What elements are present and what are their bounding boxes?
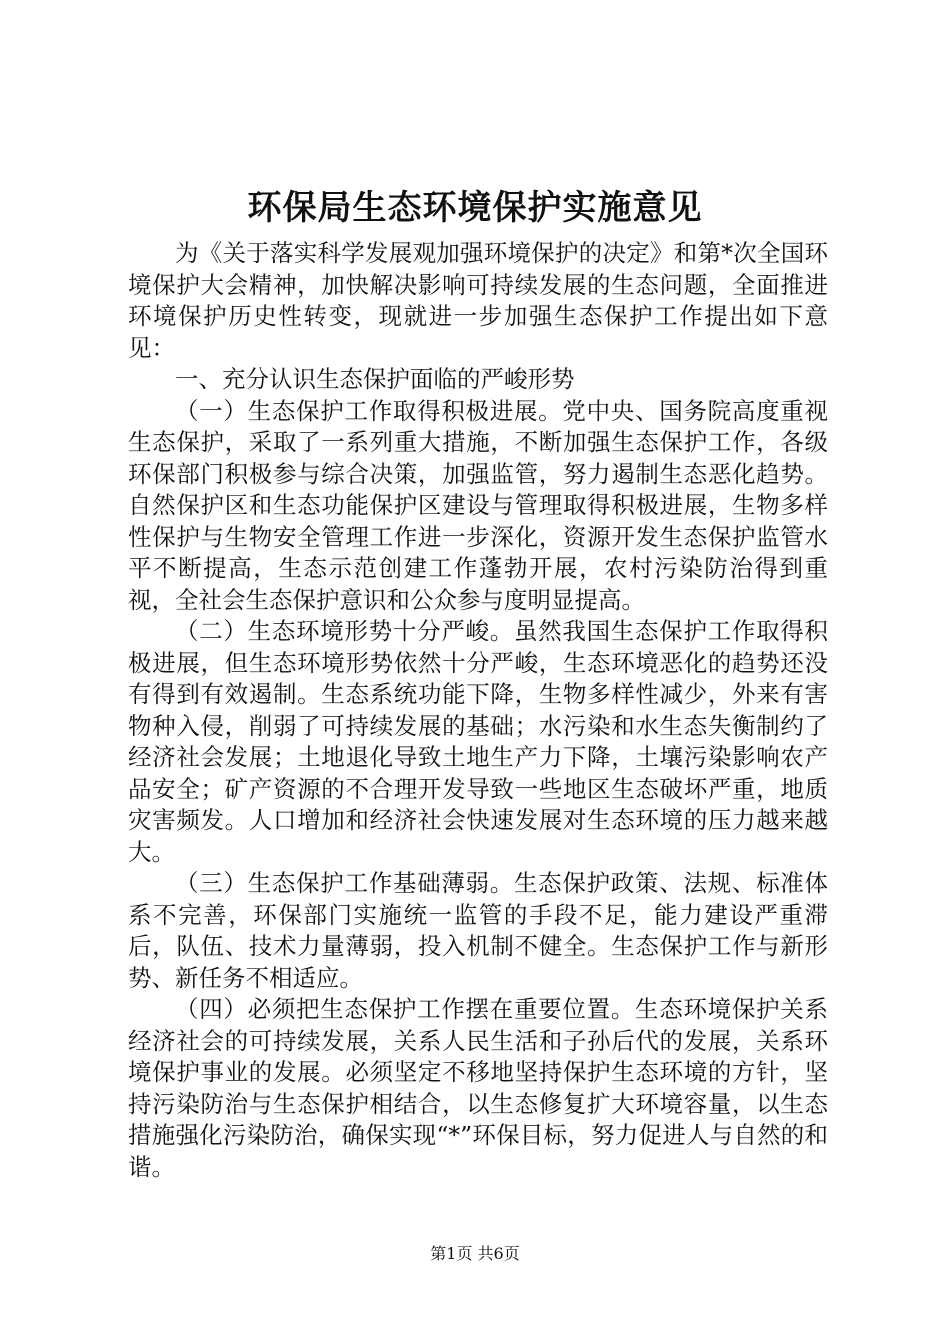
page-footer: 第1页 共6页 — [430, 1244, 520, 1263]
paragraph-2: （二）生态环境形势十分严峻。虽然我国生态保护工作取得积极进展，但生态环境形势依然十分严峻，生态环境恶化的趋势还没有得到有效遏制。生态系统功能下降，生物多样性减少，外来有害物种入侵，削弱了可持续发展的基础；水污染和水生态失衡制约了经济社会发展；土地退化导致土地生产力下降，土壤污染影响农产品安全；矿产资源的不合理开发导致一些地区生态破坏严重，地质灾害频发。人口增加和经济社会快速发展对生态环境的压力越来越大。 — [128, 617, 828, 866]
document-body — [128, 238, 828, 1183]
paragraph-4: （四）必须把生态保护工作摆在重要位置。生态环境保护关系经济社会的可持续发展，关系人民生活和子孙后代的发展，关系环境保护事业的发展。必须坚定不移地坚持保护生态环境的方针，坚持污染防治与生态保护相结合，以生态修复扩大环境容量，以生态措施强化污染防治，确保实现“*”环保目标，努力促进人与自然的和谐。 — [128, 995, 828, 1181]
paragraph-3: （三）生态保护工作基础薄弱。生态保护政策、法规、标准体系不完善，环保部门实施统一监管的手段不足，能力建设严重滞后，队伍、技术力量薄弱，投入机制不健全。生态保护工作与新形势、新任务不相适应。 — [128, 869, 828, 992]
paragraph-1: （一）生态保护工作取得积极进展。党中央、国务院高度重视生态保护，采取了一系列重大措施，不断加强生态保护工作，各级环保部门积极参与综合决策，加强监管，努力遏制生态恶化趋势。自然保护区和生态功能保护区建设与管理取得积极进展，生物多样性保护与生物安全管理工作进一步深化，资源开发生态保护监管水平不断提高，生态示范创建工作蓬勃开展，农村污染防治得到重视，全社会生态保护意识和公众参与度明显提高。 — [128, 396, 828, 614]
section-heading-1: 一、充分认识生态保护面临的严峻形势 — [175, 365, 575, 393]
document-title: 环保局生态环境保护实施意见 — [247, 188, 703, 228]
paragraph-intro: 为《关于落实科学发展观加强环境保护的决定》和第*次全国环境保护大会精神，加快解决影响可持续发展的生态问题，全面推进环境保护历史性转变，现就进一步加强生态保护工作提出如下意见： — [128, 239, 828, 362]
